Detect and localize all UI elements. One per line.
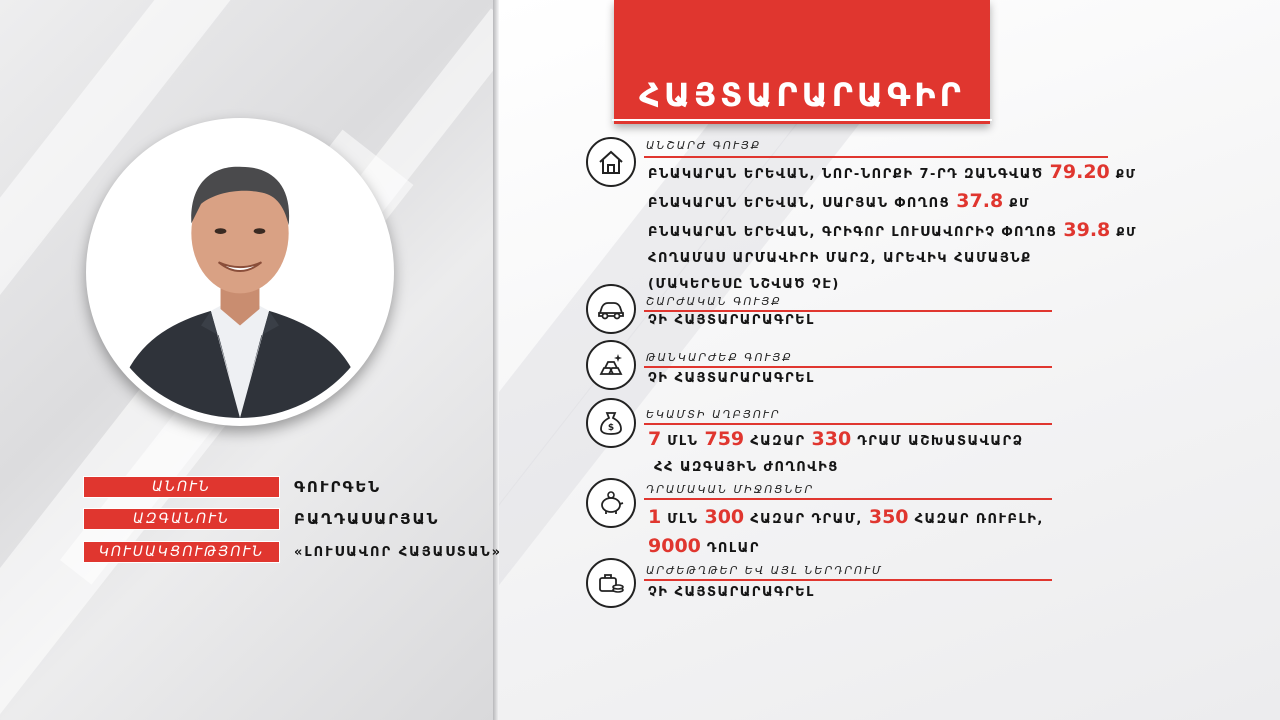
cash-body [648, 504, 1044, 562]
valuables-heading: ԹԱՆԿԱՐԺԵՔ ԳՈՒՅՔ [646, 351, 793, 364]
car-icon [586, 284, 636, 334]
valuables-body: ՉԻ ՀԱՅՏԱՐԱՐԱԳՐԵԼ [648, 371, 815, 386]
party-label: ԿՈՒՍԱԿՑՈՒԹՅՈՒՆ [83, 541, 280, 563]
page-title: ՀԱՅՏԱՐԱՐԱԳԻՐ [612, 71, 992, 121]
name-row [83, 476, 381, 498]
vehicles-heading: ՇԱՐԺԱԿԱՆ ԳՈՒՅՔ [646, 295, 782, 308]
section-valuables [586, 340, 1186, 392]
section-real-estate [586, 137, 1186, 292]
money-bag-icon [586, 398, 636, 448]
svg-text:$: $ [607, 423, 615, 433]
cash-underline [644, 498, 1052, 500]
real-estate-underline [644, 156, 1108, 158]
section-securities [586, 558, 1186, 610]
real-estate-item-3: ԲՆԱԿԱՐԱՆ ԵՐԵՎԱՆ, ԳՐԻԳՈՐ ԼՈՒՍԱՎՈՐԻՉ ՓՈՂՈՑ 39.8 ՔՄ [648, 219, 1138, 241]
securities-heading: ԱՐԺԵԹՂԹԵՐ ԵՎ ԱՅԼ ՆԵՐԴՐՈՒՄ [646, 564, 883, 577]
gold-bars-icon [586, 340, 636, 390]
surname-value: ԲԱՂԴԱՍԱՐՅԱՆ [294, 510, 440, 528]
section-income [586, 398, 1186, 480]
real-estate-list [648, 159, 1137, 298]
cash-line-1: 1 ՄԼՆ 300 ՀԱԶԱՐ ԴՐԱՄ, 350 ՀԱԶԱՐ ՌՈՒԲԼԻ, [648, 506, 1044, 528]
cash-line-2: 9000 ԴՈԼԱՐ [648, 535, 760, 557]
surname-label: ԱԶԳԱՆՈՒՆ [83, 508, 280, 530]
real-estate-item-2: ԲՆԱԿԱՐԱՆ ԵՐԵՎԱՆ, ՍԱՐՅԱՆ ՓՈՂՈՑ 37.8 ՔՄ [648, 190, 1030, 212]
house-icon [586, 137, 636, 187]
income-line-1: 7 ՄԼՆ 759 ՀԱԶԱՐ 330 ԴՐԱՄ ԱՇԽԱՏԱՎԱՐՁ [648, 428, 1024, 450]
name-value: ԳՈՒՐԳԵՆ [294, 478, 382, 496]
candidate-portrait [86, 118, 394, 426]
piggy-bank-icon [586, 478, 636, 528]
cash-heading: ԴՐԱՄԱԿԱՆ ՄԻՋՈՑՆԵՐ [646, 483, 815, 496]
section-cash [586, 478, 1186, 560]
real-estate-heading: ԱՆՇԱՐԺ ԳՈՒՅՔ [646, 139, 762, 152]
surname-row [83, 508, 439, 530]
vehicles-body: ՉԻ ՀԱՅՏԱՐԱՐԱԳՐԵԼ [648, 313, 815, 328]
real-estate-item-1: ԲՆԱԿԱՐԱՆ ԵՐԵՎԱՆ, ՆՈՐ-ՆՈՐՔԻ 7-ՐԴ ԶԱՆԳՎԱԾ 79.20 ՔՄ [648, 161, 1137, 183]
income-underline [644, 423, 1052, 425]
real-estate-item-4-note: (ՄԱԿԵՐԵՍԸ ՆՇՎԱԾ ՉԷ) [648, 277, 840, 292]
securities-body: ՉԻ ՀԱՅՏԱՐԱՐԱԳՐԵԼ [648, 585, 815, 600]
briefcase-coins-icon [586, 558, 636, 608]
income-body [648, 426, 1024, 481]
section-vehicles [586, 284, 1186, 336]
name-label: ԱՆՈՒՆ [83, 476, 280, 498]
party-value: «ԼՈՒՍԱՎՈՐ ՀԱՅԱՍՏԱՆ» [294, 544, 503, 560]
real-estate-item-4: ՀՈՂԱՄԱՍ ԱՐՄԱՎԻՐԻ ՄԱՐԶ, ԱՐԵՎԻԿ ՀԱՄԱՅՆՔ [648, 251, 1032, 266]
income-heading: ԵԿԱՄՏԻ ԱՂԲՅՈՒՐ [646, 408, 781, 421]
party-row [83, 541, 502, 563]
portrait-illustration [94, 126, 386, 418]
income-line-2: ՀՀ ԱԶԳԱՅԻՆ ԺՈՂՈՎԻՑ [654, 460, 839, 475]
